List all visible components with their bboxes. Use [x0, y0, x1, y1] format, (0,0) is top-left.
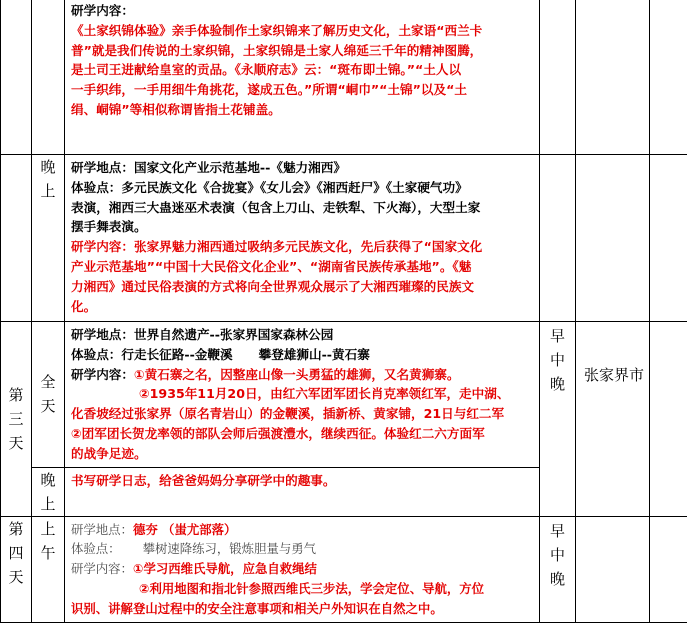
day-cell-empty — [1, 155, 32, 322]
experience-line: 体验点：多元民族文化《合拢宴》《女儿会》《湘西赶尸》《土家硬气功》 — [71, 178, 535, 198]
meal-cell-empty — [540, 0, 576, 155]
study-content-line: ②1935年11月20日，由红六军团军团长肖克率领红军，走中湖、 — [71, 384, 535, 404]
meals-day4: 早 中 晚 — [540, 516, 576, 622]
study-content-line: 一手织纬，一手用细牛角挑花，遂成五色。”所谓“峒巾”“土锦”以及“土 — [71, 80, 535, 100]
content-cell — [65, 0, 540, 155]
content-cell — [65, 322, 540, 468]
extra-cell-empty — [650, 155, 687, 322]
day-label-4: 第 四 天 — [1, 516, 32, 622]
extra-cell-empty — [650, 0, 687, 155]
study-content-line: 绢、峒锦”等相似称谓皆指土花铺盖。 — [71, 100, 535, 120]
experience-line: 摆手舞表演。 — [71, 217, 535, 237]
extra-cell-empty — [650, 516, 687, 622]
stay-cell-empty — [576, 155, 650, 322]
study-content-line: 化。 — [71, 297, 535, 317]
study-content-label: 研学内容： — [71, 1, 535, 21]
evening-task: 书写研学日志，给爸爸妈妈分享研学中的趣事。 — [71, 471, 535, 491]
study-content-line: 研学内容：①黄石寨之名，因整座山像一头勇猛的雄狮，又名黄狮寨。 — [71, 365, 535, 385]
extra-cell-empty — [650, 322, 687, 517]
content-cell — [65, 516, 540, 622]
meals-day3: 早 中 晚 — [540, 322, 576, 517]
meal-cell-empty — [540, 155, 576, 322]
study-content-line: 识别、讲解登山过程中的安全注意事项和相关户外知识在自然之中。 — [71, 599, 535, 619]
study-content-line: ②团军团长贺龙率领的部队会师后强渡澧水，继续西征。体验红二六方面军 — [71, 424, 535, 444]
time-slot-evening: 晚 上 — [32, 155, 65, 322]
day-cell-empty — [1, 0, 32, 155]
study-content-line: 研学内容：①学习西维氏导航，应急自救绳结 — [71, 559, 535, 579]
study-place: 研学地点：世界自然遗产--张家界国家森林公园 — [71, 325, 535, 345]
row-continued-content — [1, 0, 687, 155]
time-slot-evening: 晚 上 — [32, 467, 65, 516]
experience-line: 体验点：行走长征路--金鞭溪 攀登雄狮山--黄石寨 — [71, 345, 535, 365]
study-content-line: 产业示范基地”“中国十大民俗文化企业”、“湖南省民族传承基地”。《魅 — [71, 257, 535, 277]
study-content-line: 是土司王进献给皇室的贡品。《永顺府志》云：“斑布即土锦。”“土人以 — [71, 60, 535, 80]
study-content-line: ②利用地图和指北针参照西维氏三步法，学会定位、导航，方位 — [71, 579, 535, 599]
slot-cell-empty — [32, 0, 65, 155]
content-cell — [65, 467, 540, 516]
stay-cell-empty — [576, 516, 650, 622]
time-slot-morning: 上 午 — [32, 516, 65, 622]
row-day3-fullday — [1, 322, 687, 468]
study-content-line: 力湘西》通过民俗表演的方式将向全世界观众展示了大湘西璀璨的民族文 — [71, 277, 535, 297]
study-content-line: 普”就是我们传说的土家织锦，土家织锦是土家人绵延三千年的精神图腾， — [71, 41, 535, 61]
row-evening-show — [1, 155, 687, 322]
time-slot-fullday: 全 天 — [32, 322, 65, 468]
content-cell — [65, 155, 540, 322]
stay-city: 张家界市 — [576, 322, 650, 517]
study-content-line: 《土家织锦体验》亲手体验制作土家织锦来了解历史文化，土家语“西兰卡 — [71, 21, 535, 41]
study-content-line: 的战争足迹。 — [71, 444, 535, 464]
experience-line: 表演，湘西三大蛊迷巫术表演（包含上刀山、走铁犁、下火海），大型土家 — [71, 198, 535, 218]
experience-line: 体验点： 攀树速降练习，锻炼胆量与勇气 — [71, 539, 535, 559]
row-day4-morning — [1, 516, 687, 622]
study-content-line: 化香坡经过张家界（原名青岩山）的金鞭溪，插新桥、黄家铺，21日与红二军 — [71, 404, 535, 424]
study-place: 研学地点：国家文化产业示范基地--《魅力湘西》 — [71, 158, 535, 178]
study-content-line: 研学内容：张家界魅力湘西通过吸纳多元民族文化，先后获得了“国家文化 — [71, 237, 535, 257]
stay-cell-empty — [576, 0, 650, 155]
study-place: 研学地点：德夯 （蚩尤部落） — [71, 520, 535, 540]
day-label-3: 第 三 天 — [1, 322, 32, 517]
